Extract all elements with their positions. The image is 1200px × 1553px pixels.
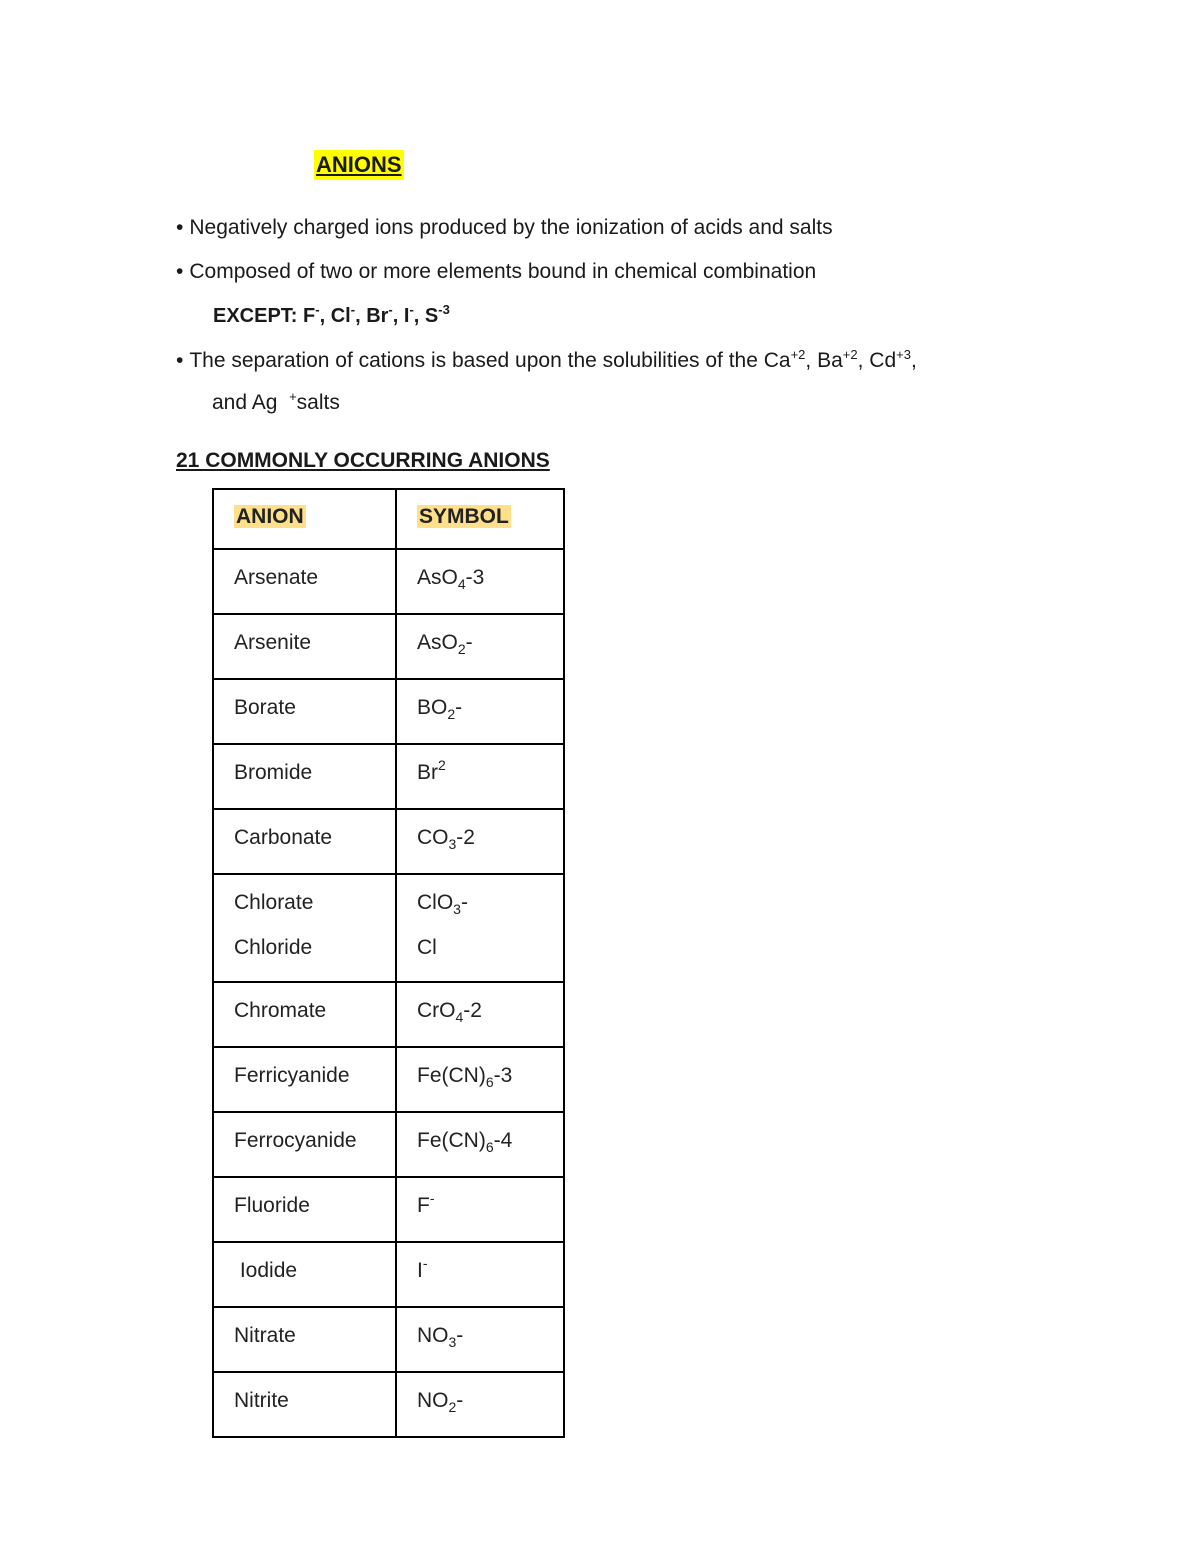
anion-name: Arsenate: [234, 566, 319, 589]
symbol-sub: 4: [455, 1009, 464, 1025]
table-row: [213, 614, 564, 679]
symbol-sub: 3: [448, 836, 457, 852]
except-charge: -: [409, 302, 414, 317]
table-body: [213, 549, 564, 1437]
bullet-continuation: [212, 389, 340, 417]
anions-table: [212, 488, 565, 1438]
symbol-base: BO: [417, 696, 448, 719]
anion-symbol: [417, 1255, 428, 1282]
anion-symbol-cell: [396, 809, 564, 874]
symbol-sub: 6: [485, 1074, 494, 1090]
anion-name: Carbonate: [234, 826, 333, 849]
symbol-base: CO: [417, 826, 449, 849]
symbol-base: AsO: [417, 631, 458, 654]
table-row: [213, 874, 564, 982]
symbol-base: Cl: [417, 936, 437, 959]
anion-name: Nitrate: [234, 1324, 296, 1347]
header-cell-symbol: [396, 489, 564, 549]
symbol-tail: -: [456, 1389, 464, 1412]
continuation-suffix: salts: [296, 391, 340, 414]
symbol-sub: 3: [448, 1334, 457, 1350]
symbol-base: Fe(CN): [417, 1129, 486, 1152]
symbol-base: NO: [417, 1389, 449, 1412]
symbol-sub: 2: [447, 706, 456, 722]
symbol-base: I: [417, 1259, 423, 1282]
symbol-tail: -2: [463, 999, 482, 1022]
anion-symbol-cell: [396, 1047, 564, 1112]
except-charge: -3: [438, 302, 450, 317]
anion-name: Ferrocyanide: [234, 1129, 357, 1152]
table-row: [213, 1177, 564, 1242]
symbol-tail: -: [460, 891, 468, 914]
anion-symbol: [417, 566, 485, 592]
anion-symbol: [417, 1190, 435, 1217]
symbol-tail: -3: [465, 566, 485, 589]
table-row: [213, 744, 564, 809]
except-ion: S: [424, 305, 439, 327]
except-line: EXCEPT: F-, Cl-, Br-, I-, $S^{-3}$: [213, 302, 450, 327]
table-header-row: [213, 489, 564, 549]
anion-symbol: [417, 999, 482, 1025]
symbol-base: AsO: [417, 566, 458, 589]
anion-symbol-cell: [396, 1307, 564, 1372]
anion-symbol-cell: [396, 1112, 564, 1177]
anion-symbol-cell: [396, 982, 564, 1047]
anion-name-cell: [213, 874, 396, 982]
except-charge: -: [315, 302, 320, 317]
anion-symbol: [417, 891, 468, 917]
anion-symbol: [417, 1129, 513, 1155]
except-ion: Br: [366, 305, 389, 327]
anion-name-cell: [213, 982, 396, 1047]
symbol-sub: 2: [457, 641, 466, 657]
symbol-tail: -: [465, 631, 473, 654]
table-row: [213, 679, 564, 744]
anion-name-cell: [213, 1372, 396, 1437]
anion-symbol-cell: [396, 1372, 564, 1437]
symbol-base: ClO: [417, 891, 454, 914]
anion-name-cell: [213, 1177, 396, 1242]
anion-name-cell: [213, 744, 396, 809]
symbol-tail: -: [456, 1324, 464, 1347]
table-row: [213, 982, 564, 1047]
anion-name-cell: [213, 614, 396, 679]
bullet-text: The separation of cations is based upon the solubilities of the: [189, 349, 764, 372]
anion-name: Chlorate: [234, 891, 314, 914]
continuation-charge: +: [289, 389, 297, 404]
except-charge: -: [388, 302, 393, 317]
anion-symbol-cell: [396, 549, 564, 614]
bullet-item: • The separation of cations is based upon the solubilities of the $Ca^{+2}$, $Ba^{+2}$, $Cd^{+3}$,: [176, 347, 917, 372]
continuation-prefix: and Ag: [212, 391, 290, 414]
symbol-sub: 3: [453, 901, 461, 917]
symbol-tail: -3: [493, 1064, 513, 1087]
symbol-sub: 2: [448, 1399, 457, 1415]
symbol-tail: -4: [493, 1129, 513, 1152]
except-ion: F: [303, 305, 316, 327]
anion-symbol-cell: [396, 614, 564, 679]
anion-symbol-cell: [396, 874, 564, 982]
anion-symbol: [417, 1064, 513, 1090]
symbol-base: CrO: [417, 999, 456, 1022]
cation-charge: +2: [842, 347, 858, 362]
bullet-text: Composed of two or more elements bound in chemical combination: [189, 260, 817, 283]
symbol-base: NO: [417, 1324, 449, 1347]
symbol-tail: -2: [456, 826, 475, 849]
bullet-icon: •: [176, 349, 184, 372]
except-label: EXCEPT:: [213, 305, 304, 327]
bullet-item: [176, 214, 833, 242]
anion-name-cell: [213, 1242, 396, 1307]
cation: Ba: [817, 349, 843, 372]
bullet-icon: •: [176, 216, 184, 239]
except-charge: -: [350, 302, 356, 317]
table-row: [213, 809, 564, 874]
except-ion: Cl: [330, 305, 351, 327]
anion-name: Chloride: [234, 936, 313, 959]
anion-symbol: [417, 696, 463, 722]
bullet-item: [176, 258, 816, 286]
cation: Cd: [869, 349, 897, 372]
anion-symbol: [417, 757, 446, 784]
symbol-sub: 6: [485, 1139, 494, 1155]
table-row: [213, 1372, 564, 1437]
symbol-tail: -: [455, 696, 463, 719]
symbol-base: Fe(CN): [417, 1064, 486, 1087]
symbol-sup: 2: [438, 757, 446, 773]
anion-name: Bromide: [234, 761, 313, 784]
table-row: [213, 1112, 564, 1177]
header-label: SYMBOL: [419, 505, 509, 528]
anion-symbol-cell: [396, 744, 564, 809]
bullet-icon: •: [176, 260, 184, 283]
anion-symbol: [417, 826, 475, 852]
table-row: [213, 549, 564, 614]
anion-name: Nitrite: [234, 1389, 289, 1412]
anion-symbol: [417, 1389, 464, 1415]
table-row: [213, 1242, 564, 1307]
symbol-base: Br: [417, 761, 438, 784]
bullet-text: Negatively charged ions produced by the ionization of acids and salts: [189, 216, 833, 239]
anion-name-cell: [213, 1307, 396, 1372]
anion-name-cell: [213, 809, 396, 874]
cation: Ca: [763, 349, 791, 372]
header-label: ANION: [236, 505, 304, 528]
page-title: ANIONS: [314, 150, 404, 180]
anion-name: Chromate: [234, 999, 327, 1022]
anion-symbol: [417, 934, 563, 962]
symbol-sup: -: [422, 1255, 428, 1271]
anion-symbol: [417, 1324, 464, 1350]
symbol-sub: 4: [457, 576, 466, 592]
anion-name: Arsenite: [234, 631, 312, 654]
anion-symbol-cell: [396, 1177, 564, 1242]
anion-symbol: [417, 631, 473, 657]
anion-symbol-cell: [396, 1242, 564, 1307]
section-heading: 21 COMMONLY OCCURRING ANIONS: [176, 449, 550, 472]
cation-charge: +2: [790, 347, 806, 362]
symbol-sup: -: [429, 1190, 435, 1206]
table-row: [213, 1307, 564, 1372]
cation-charge: +3: [896, 347, 911, 362]
anion-name-cell: [213, 679, 396, 744]
anion-symbol-cell: [396, 679, 564, 744]
anion-name: Fluoride: [234, 1194, 310, 1217]
table-row: [213, 1047, 564, 1112]
anion-name-cell: [213, 1112, 396, 1177]
symbol-base: F: [417, 1194, 430, 1217]
anion-name: Ferricyanide: [234, 1064, 350, 1087]
anion-name-cell: [213, 1047, 396, 1112]
except-ion: I: [403, 305, 410, 327]
anion-name: Iodide: [234, 1259, 298, 1282]
anion-name: Borate: [234, 696, 296, 719]
header-cell-anion: [213, 489, 396, 549]
anion-name-cell: [213, 549, 396, 614]
